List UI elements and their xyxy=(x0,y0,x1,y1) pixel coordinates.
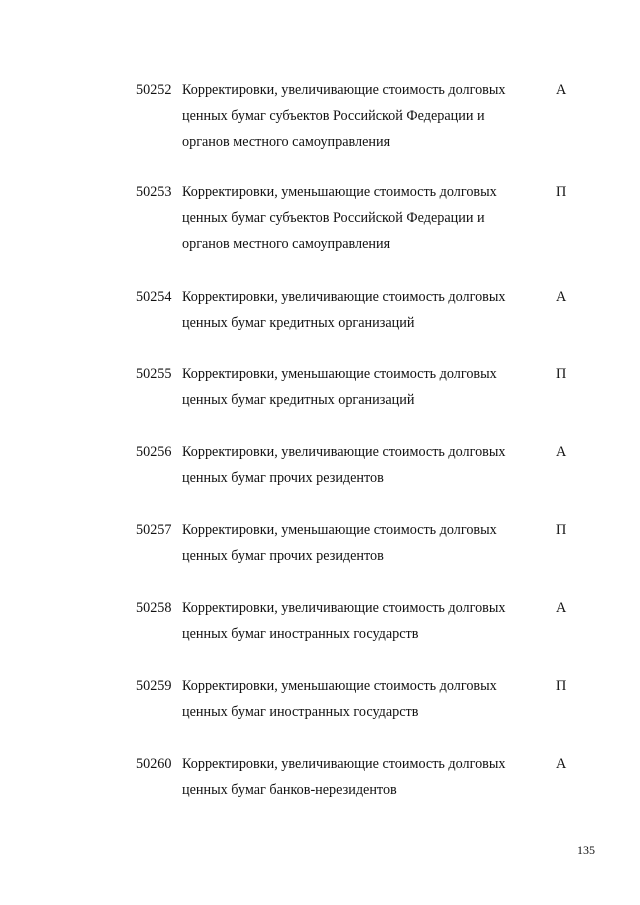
account-code: 50258 xyxy=(136,600,172,616)
account-code: 50253 xyxy=(136,184,172,200)
description-line: Корректировки, увеличивающие стоимость долговых xyxy=(182,289,506,305)
account-code: 50254 xyxy=(136,289,172,305)
description-line: ценных бумаг прочих резидентов xyxy=(182,548,384,564)
description-line: Корректировки, увеличивающие стоимость долговых xyxy=(182,756,506,772)
description-line: Корректировки, увеличивающие стоимость долговых xyxy=(182,600,506,616)
account-type: П xyxy=(556,184,567,200)
account-code: 50260 xyxy=(136,756,172,772)
page-number: 135 xyxy=(577,843,595,857)
account-type: А xyxy=(556,756,567,772)
account-code: 50259 xyxy=(136,678,172,694)
account-type: П xyxy=(556,522,567,538)
account-description xyxy=(182,361,532,413)
description-line: ценных бумаг кредитных организаций xyxy=(182,315,415,331)
description-line: ценных бумаг прочих резидентов xyxy=(182,470,384,486)
account-type: А xyxy=(556,82,567,98)
description-line: ценных бумаг субъектов Российской Федерации и xyxy=(182,210,485,226)
description-line: ценных бумаг иностранных государств xyxy=(182,704,419,720)
description-line: ценных бумаг банков-нерезидентов xyxy=(182,782,397,798)
account-description xyxy=(182,517,532,569)
account-code: 50252 xyxy=(136,82,172,98)
account-type: А xyxy=(556,600,567,616)
account-description xyxy=(182,439,532,491)
description-line: ценных бумаг субъектов Российской Федерации и xyxy=(182,108,485,124)
account-description xyxy=(182,595,532,647)
description-line: органов местного самоуправления xyxy=(182,134,391,150)
account-description xyxy=(182,673,532,725)
account-type: А xyxy=(556,289,567,305)
account-code: 50255 xyxy=(136,366,172,382)
account-description xyxy=(182,179,532,257)
account-code: 50257 xyxy=(136,522,172,538)
description-line: Корректировки, увеличивающие стоимость долговых xyxy=(182,444,506,460)
account-code: 50256 xyxy=(136,444,172,460)
account-description xyxy=(182,77,532,155)
description-line: Корректировки, увеличивающие стоимость долговых xyxy=(182,82,506,98)
description-line: Корректировки, уменьшающие стоимость долговых xyxy=(182,366,497,382)
description-line: ценных бумаг кредитных организаций xyxy=(182,392,415,408)
description-line: органов местного самоуправления xyxy=(182,236,391,252)
account-type: П xyxy=(556,366,567,382)
description-line: Корректировки, уменьшающие стоимость долговых xyxy=(182,522,497,538)
account-type: П xyxy=(556,678,567,694)
account-description xyxy=(182,751,532,803)
description-line: Корректировки, уменьшающие стоимость долговых xyxy=(182,678,497,694)
account-description xyxy=(182,284,532,336)
description-line: ценных бумаг иностранных государств xyxy=(182,626,419,642)
account-type: А xyxy=(556,444,567,460)
description-line: Корректировки, уменьшающие стоимость долговых xyxy=(182,184,497,200)
